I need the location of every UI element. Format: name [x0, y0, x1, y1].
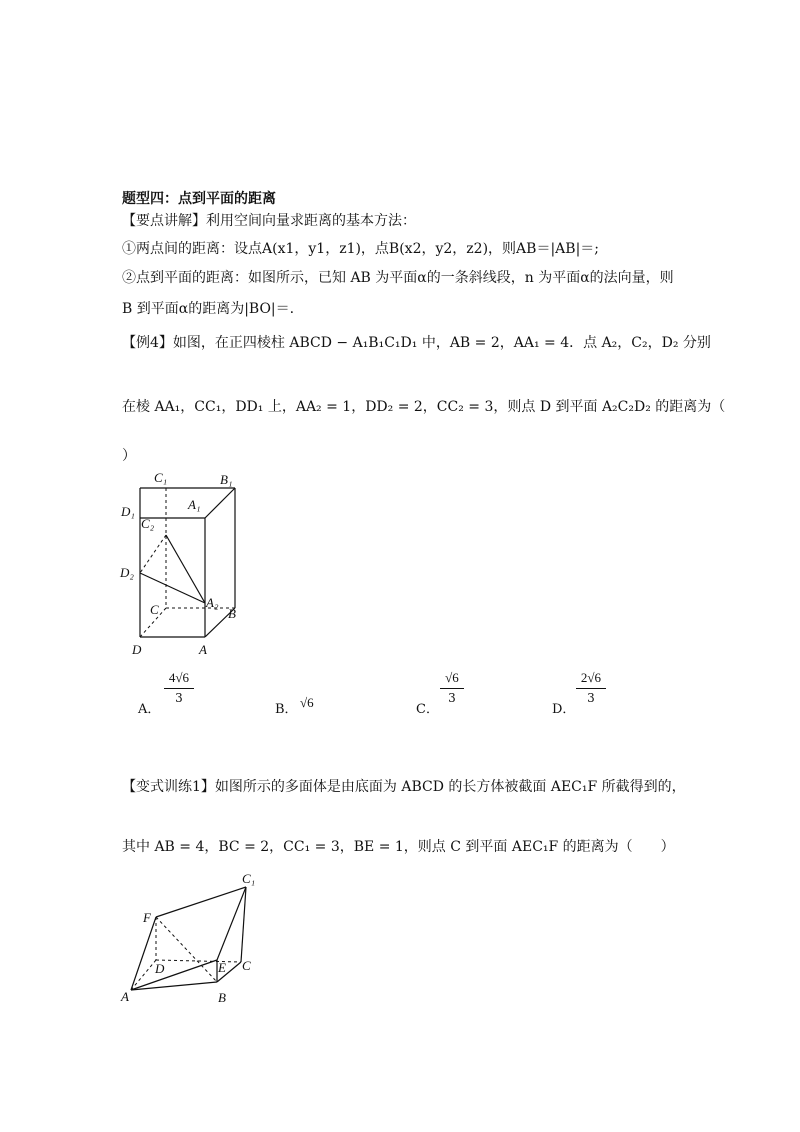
option-d-fraction-bar [576, 688, 606, 689]
option-c-denominator: 3 [448, 691, 456, 705]
label-A1: A₁ [188, 497, 201, 512]
label-D: D [155, 961, 165, 976]
section-title: 题型四：点到平面的距离 [122, 191, 276, 207]
prism-figure [110, 465, 260, 660]
label-D: D [132, 642, 142, 657]
label-C: C [242, 958, 251, 973]
option-a-denominator: 3 [175, 691, 183, 705]
label-B: B [228, 606, 236, 621]
label-C1: C₁ [242, 871, 256, 886]
label-D2: D₂ [120, 565, 134, 580]
example4-line1: 【例4】如图，在正四棱柱 ABCD − A₁B₁C₁D₁ 中，AB = 2，AA₁ = 4．点 A₂，C₂，D₂ 分别 [122, 335, 711, 351]
option-a-fraction [164, 670, 194, 705]
key-points-lead: 【要点讲解】利用空间向量求距离的基本方法： [122, 213, 416, 229]
option-a-fraction-bar [164, 688, 194, 689]
option-d-label: D． [552, 702, 576, 717]
label-B1: B₁ [220, 472, 233, 487]
option-b-label: B． [275, 702, 298, 717]
option-d-denominator: 3 [587, 691, 595, 705]
example4-line3: ） [122, 448, 136, 464]
option-c-label: C． [416, 702, 439, 717]
label-A: A [199, 642, 207, 657]
option-a-numerator: 4√6 [168, 670, 190, 685]
point-plane-distance-text: ②点到平面的距离：如图所示，已知 AB 为平面α的一条斜线段，n 为平面α的法向量，则 [122, 270, 674, 286]
option-c-fraction-bar [440, 688, 464, 689]
label-A2: A₂ [206, 595, 219, 610]
label-C: C [150, 602, 159, 617]
two-point-distance-text: ①两点间的距离：设点A(x1，y1，z1)，点B(x2，y2，z2)，则AB＝|AB|＝; [122, 241, 599, 257]
label-E: E [218, 960, 226, 975]
option-d-numerator: 2√6 [580, 670, 602, 685]
option-b-value: √6 [300, 695, 314, 710]
label-B: B [218, 990, 226, 1005]
label-F: F [143, 910, 151, 925]
label-C2: C₂ [141, 516, 155, 531]
polyhedron-figure [110, 870, 290, 1010]
option-c-numerator: √6 [445, 670, 459, 685]
variant1-line2: 其中 AB = 4，BC = 2，CC₁ = 3，BE = 1，则点 C 到平面 AEC₁F 的距离为（ ） [122, 839, 675, 855]
label-A: A [121, 989, 129, 1004]
label-D1: D₁ [121, 504, 135, 519]
example4-line2: 在棱 AA₁，CC₁，DD₁ 上，AA₂ = 1，DD₂ = 2，CC₂ = 3，则点 D 到平面 A₂C₂D₂ 的距离为（ [122, 399, 726, 415]
point-plane-distance-text-cont: B 到平面α的距离为|BO|＝. [122, 301, 295, 317]
option-d-fraction [576, 670, 606, 705]
option-a-label: A． [138, 702, 161, 717]
label-C1: C₁ [154, 470, 168, 485]
option-c-fraction [440, 670, 464, 705]
variant1-line1: 【变式训练1】如图所示的多面体是由底面为 ABCD 的长方体被截面 AEC₁F 所截得到的， [122, 779, 686, 795]
